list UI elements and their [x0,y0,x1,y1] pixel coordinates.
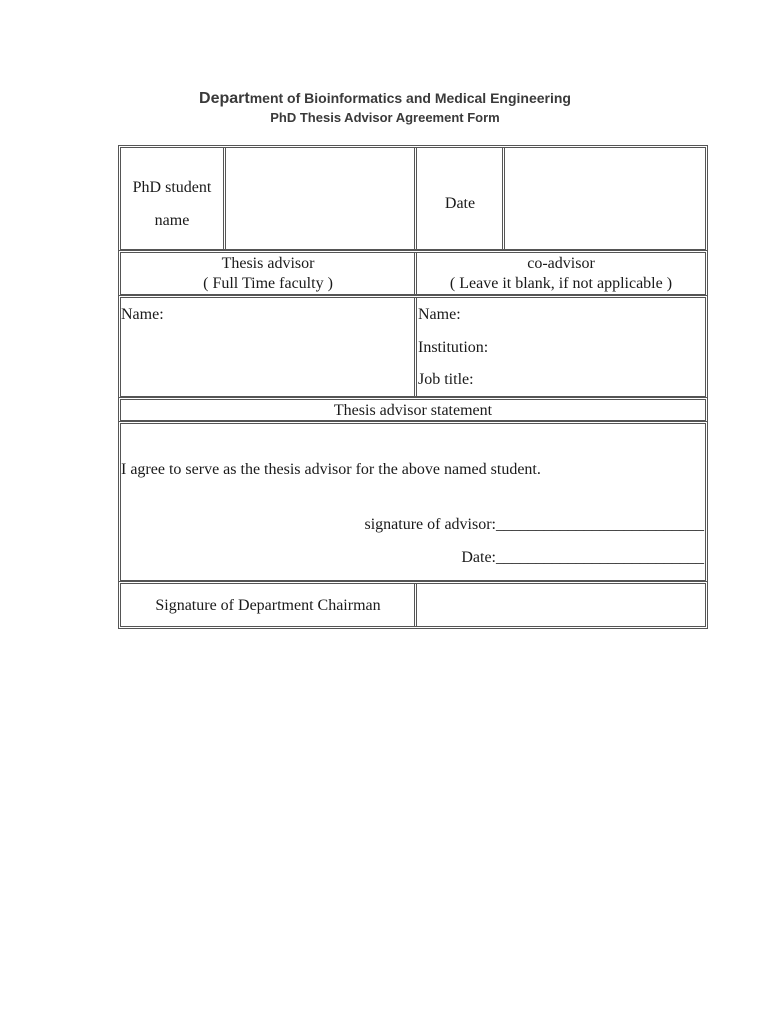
divider [414,297,417,397]
chairman-signature-label: Signature of Department Chairman [155,597,381,614]
department-title [0,90,770,108]
student-name-label-line1: PhD student [132,179,212,196]
department-title-rest: ment of Bioinformatics and Medical Engineering [249,90,571,106]
co-advisor-institution-label: Institution: [418,339,489,356]
department-title-lead: Depart [199,90,250,107]
advisor-date-line[interactable] [461,550,704,566]
co-advisor-job-title-label: Job title: [418,371,474,388]
divider [223,147,226,250]
advisor-name-label: Name: [121,306,164,323]
student-name-label-line2: name [154,212,190,229]
co-advisor-name-label: Name: [418,306,461,323]
advisor-date-blank[interactable]: __________________________ [496,549,704,566]
advisor-details-row [118,295,708,399]
advisor-date-label: Date: [461,549,496,566]
thesis-advisor-title: Thesis advisor [221,255,315,272]
form-title: PhD Thesis Advisor Agreement Form [270,110,500,125]
advisor-signature-line[interactable] [364,517,704,533]
date-label: Date [444,195,476,212]
advisor-signature-blank[interactable]: __________________________ [496,516,704,533]
student-date-row [118,145,708,252]
thesis-advisor-statement-heading: Thesis advisor statement [333,402,493,419]
thesis-advisor-subtitle: ( Full Time faculty ) [203,275,333,292]
advisor-signature-label: signature of advisor: [364,516,496,533]
co-advisor-subtitle: ( Leave it blank, if not applicable ) [449,275,673,292]
co-advisor-title: co-advisor [527,255,595,272]
agreement-statement: I agree to serve as the thesis advisor for the above named student. [121,461,541,478]
